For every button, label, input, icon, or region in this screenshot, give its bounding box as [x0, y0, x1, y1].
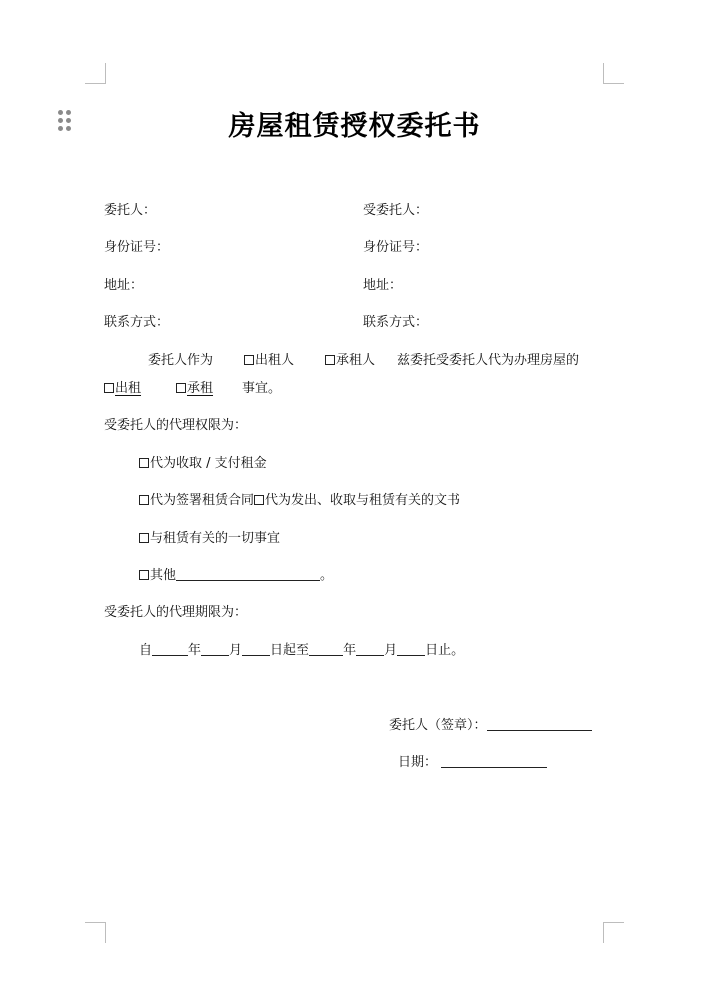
period-from: 自	[139, 643, 153, 658]
checkbox-other[interactable]	[139, 570, 149, 580]
checkbox-lease-in[interactable]	[176, 383, 186, 393]
principal-contact-label: 联系方式：	[104, 315, 170, 330]
document-title: 房屋租赁授权委托书	[228, 111, 481, 142]
period-day-to: 日止。	[425, 643, 465, 658]
start-day-blank[interactable]	[242, 643, 270, 656]
scope-item-other	[139, 568, 333, 584]
other-blank[interactable]	[176, 568, 320, 581]
option-lease-in-label: 承租	[187, 381, 214, 396]
option-lessee	[325, 353, 375, 369]
option-lease-out-label: 出租	[115, 381, 142, 396]
checkbox-lessee[interactable]	[325, 355, 335, 365]
period-line	[139, 643, 464, 659]
period-month: 月	[229, 643, 243, 658]
crop-mark-bottom-left	[85, 922, 106, 943]
period-heading: 受委托人的代理期限为：	[104, 605, 248, 620]
end-month-blank[interactable]	[356, 643, 384, 656]
checkbox-sign-contract[interactable]	[139, 495, 149, 505]
end-day-blank[interactable]	[397, 643, 425, 656]
sign-date-label: 日期：	[398, 755, 438, 770]
statement-middle: 兹委托受委托人代为办理房屋的	[397, 353, 580, 368]
principal-address-label: 地址：	[104, 278, 144, 293]
crop-mark-bottom-right	[603, 922, 624, 943]
scope-item-label: 与租赁有关的一切事宜	[150, 531, 281, 546]
option-lease-in	[176, 381, 241, 397]
checkbox-lease-out[interactable]	[104, 383, 114, 393]
sign-date	[398, 755, 547, 771]
agent-id-label: 身份证号：	[363, 240, 429, 255]
end-year-blank[interactable]	[309, 643, 343, 656]
principal-signature	[389, 718, 592, 734]
principal-label: 委托人：	[104, 203, 157, 218]
scope-item-label: 其他	[150, 568, 177, 583]
period-day-from: 日起至	[270, 643, 310, 658]
checkbox-documents[interactable]	[254, 495, 264, 505]
agent-address-label: 地址：	[363, 278, 403, 293]
start-year-blank[interactable]	[152, 643, 188, 656]
date-blank[interactable]	[441, 755, 547, 768]
option-lessor-label: 出租人	[255, 353, 295, 368]
period-year: 年	[188, 643, 202, 658]
option-lessor	[244, 353, 294, 369]
principal-id-label: 身份证号：	[104, 240, 170, 255]
start-month-blank[interactable]	[201, 643, 229, 656]
other-end: 。	[320, 568, 334, 583]
statement-suffix: 事宜。	[242, 381, 282, 396]
option-lease-out	[104, 381, 176, 397]
scope-item-label: 代为签署租赁合同	[150, 493, 255, 508]
checkbox-all-matters[interactable]	[139, 533, 149, 543]
agent-contact-label: 联系方式：	[363, 315, 429, 330]
scope-item	[139, 493, 460, 509]
scope-item	[139, 456, 267, 472]
scope-item-label: 代为收取 / 支付租金	[150, 456, 267, 471]
period-month: 月	[384, 643, 398, 658]
option-lessee-label: 承租人	[336, 353, 376, 368]
principal-signature-label: 委托人（签章）：	[389, 718, 487, 733]
scope-item-label: 代为发出、收取与租赁有关的文书	[265, 493, 461, 508]
scope-item	[139, 531, 280, 547]
signature-blank[interactable]	[487, 718, 592, 731]
crop-mark-top-left	[85, 63, 106, 84]
checkbox-lessor[interactable]	[244, 355, 254, 365]
scope-heading: 受委托人的代理权限为：	[104, 418, 248, 433]
crop-mark-top-right	[603, 63, 624, 84]
period-year: 年	[343, 643, 357, 658]
checkbox-collect-rent[interactable]	[139, 458, 149, 468]
agent-label: 受委托人：	[363, 203, 429, 218]
statement-prefix: 委托人作为	[148, 353, 214, 368]
